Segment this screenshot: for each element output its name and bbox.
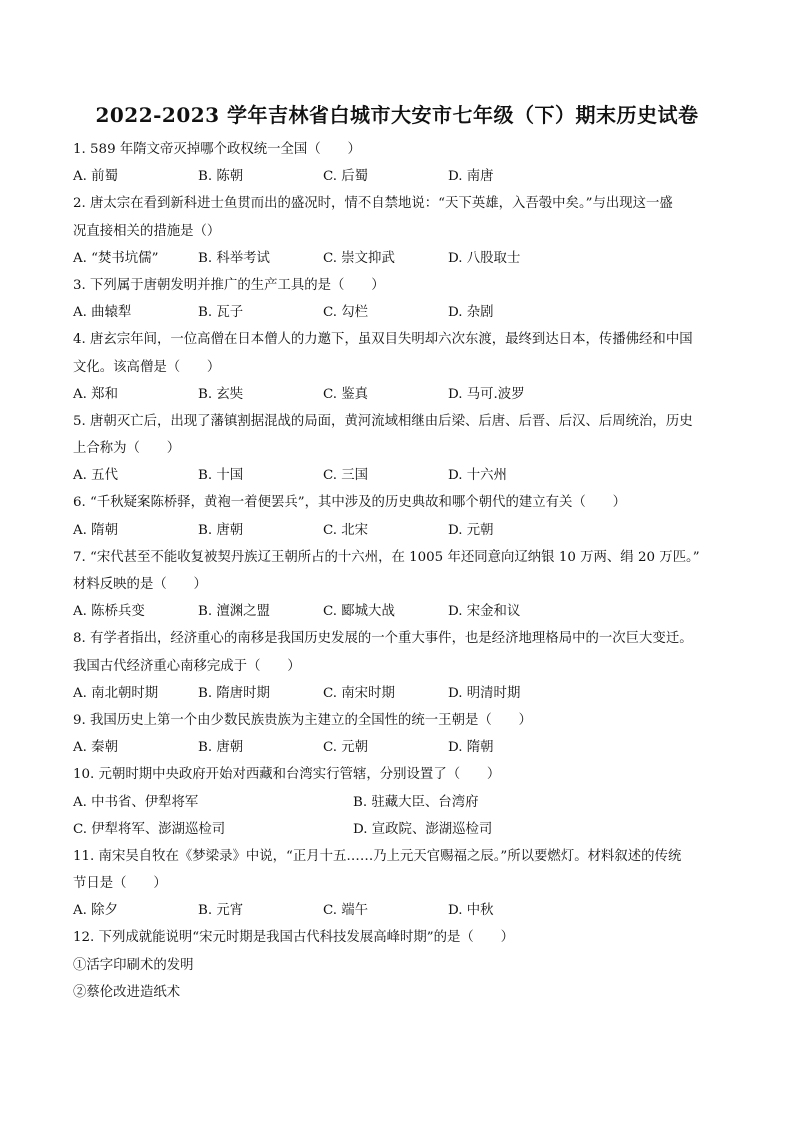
option-c: C. 勾栏 [323, 305, 369, 321]
option-b: B. 陈朝 [198, 169, 244, 185]
option-c: C. 鉴真 [323, 386, 369, 402]
option-d: D. 南唐 [448, 169, 494, 185]
question-1 [73, 136, 723, 190]
question-stem: 1. 589 年隋文帝灭掉哪个政权统一全国（ ） [73, 142, 361, 157]
option-a: A. 前蜀 [73, 169, 118, 185]
options-row [73, 789, 723, 816]
question-stem-cont: 况直接相关的措施是（） [73, 223, 221, 239]
question-stem-cont: 节日是（ ） [73, 876, 167, 892]
options-row [73, 816, 723, 843]
question-stem: 3. 下列属于唐朝发明并推广的生产工具的是（ ） [73, 277, 385, 293]
options-row [73, 462, 723, 489]
option-d: D. 宋金和议 [448, 604, 521, 620]
question-11 [73, 843, 723, 925]
option-c: C. 郾城大战 [323, 604, 395, 620]
options-row [73, 381, 723, 408]
option-b: B. 科举考试 [198, 250, 270, 266]
options-row [73, 299, 723, 326]
question-10 [73, 761, 723, 843]
question-stem-cont: 文化。该高僧是（ ） [73, 359, 221, 375]
option-a: A. 中书省、伊犁将军 [73, 794, 199, 810]
question-stem-cont: 上合称为（ ） [73, 441, 181, 457]
question-stem: 6. “千秋疑案陈桥驿，黄袍一着便罢兵”，其中涉及的历史典故和哪个朝代的建立有关（ ） [73, 495, 626, 511]
option-a: A. “焚书坑儒” [73, 250, 159, 266]
option-d: D. 杂剧 [448, 305, 494, 321]
page-title: 2022-2023 学年吉林省白城市大安市七年级（下）期末历史试卷 [95, 103, 699, 127]
options-row [73, 734, 723, 761]
question-stem: 4. 唐玄宗年间，一位高僧在日本僧人的力邀下，虽双目失明却六次东渡，最终到达日本，传播佛经和中国 [73, 332, 693, 348]
option-a: A. 陈桥兵变 [73, 604, 145, 620]
question-7 [73, 544, 723, 626]
question-stem-cont: 我国古代经济重心南移完成于（ ） [73, 658, 301, 674]
options-row [73, 245, 723, 272]
question-6 [73, 489, 723, 543]
question-list [73, 136, 723, 1006]
option-b: B. 唐朝 [198, 522, 244, 538]
option-c: C. 伊犁将军、澎湖巡检司 [73, 821, 226, 837]
option-d: D. 隋朝 [448, 740, 494, 756]
option-c: C. 后蜀 [323, 169, 369, 185]
option-b: B. 十国 [198, 468, 244, 484]
option-d: D. 明清时期 [448, 685, 521, 701]
option-c: C. 南宋时期 [323, 685, 395, 701]
option-b: B. 瓦子 [198, 305, 244, 321]
question-2 [73, 190, 723, 272]
option-c: C. 三国 [323, 468, 369, 484]
options-row [73, 680, 723, 707]
option-a: A. 五代 [73, 468, 118, 484]
option-a: A. 郑和 [73, 386, 118, 402]
question-stem: 2. 唐太宗在看到新科进士鱼贯而出的盛况时，情不自禁地说：“天下英雄，入吾彀中矣。”与出现这一盛 [73, 196, 673, 212]
option-d: D. 马可.波罗 [448, 386, 525, 402]
question-4 [73, 326, 723, 408]
statement-1: ①活字印刷术的发明 [73, 957, 194, 973]
question-stem: 11. 南宋吴自牧在《梦梁录》中说，“正月十五……乃上元天官赐福之辰。”所以要燃灯。材料叙述的传统 [73, 848, 682, 864]
option-d: D. 元朝 [448, 522, 494, 538]
option-b: B. 元宵 [198, 903, 244, 919]
question-9 [73, 707, 723, 761]
option-c: C. 端午 [323, 903, 369, 919]
question-8 [73, 625, 723, 707]
option-a: A. 南北朝时期 [73, 685, 159, 701]
question-5 [73, 408, 723, 490]
question-stem: 8. 有学者指出，经济重心的南移是我国历史发展的一个重大事件，也是经济地理格局中的一次巨大变迁。 [73, 631, 693, 647]
option-d: D. 宣政院、澎湖巡检司 [353, 821, 493, 837]
options-row [73, 163, 723, 190]
option-b: B. 隋唐时期 [198, 685, 270, 701]
question-3 [73, 272, 723, 326]
option-d: D. 十六州 [448, 468, 507, 484]
statement-2: ②蔡伦改进造纸术 [73, 984, 181, 1000]
option-a: A. 隋朝 [73, 522, 118, 538]
option-c: C. 元朝 [323, 740, 369, 756]
option-b: B. 玄奘 [198, 386, 244, 402]
option-d: D. 八股取士 [448, 250, 521, 266]
option-b: B. 驻藏大臣、台湾府 [353, 794, 479, 810]
options-row [73, 598, 723, 625]
option-c: C. 北宋 [323, 522, 369, 538]
option-d: D. 中秋 [448, 903, 494, 919]
question-stem: 9. 我国历史上第一个由少数民族贵族为主建立的全国性的统一王朝是（ ） [73, 712, 532, 728]
option-c: C. 崇文抑武 [323, 250, 395, 266]
question-stem: 5. 唐朝灭亡后，出现了藩镇割据混战的局面，黄河流域相继由后梁、后唐、后晋、后汉、后周统治，历史 [73, 413, 693, 429]
question-stem: 7. “宋代甚至不能收复被契丹族辽王朝所占的十六州，在 1005 年还同意向辽纳银 10 万两、绢 20 万匹。” [73, 549, 700, 565]
option-b: B. 唐朝 [198, 740, 244, 756]
option-a: A. 秦朝 [73, 740, 118, 756]
question-stem: 12. 下列成就能说明“宋元时期是我国古代科技发展高峰时期”的是（ ） [73, 930, 514, 946]
question-stem: 10. 元朝时期中央政府开始对西藏和台湾实行管辖，分别设置了（ ） [73, 767, 501, 783]
options-row [73, 517, 723, 544]
question-stem-cont: 材料反映的是（ ） [73, 577, 207, 592]
option-a: A. 曲辕犁 [73, 305, 132, 321]
options-row [73, 897, 723, 924]
option-a: A. 除夕 [73, 903, 118, 919]
question-12 [73, 924, 723, 1006]
option-b: B. 澶渊之盟 [198, 604, 270, 620]
